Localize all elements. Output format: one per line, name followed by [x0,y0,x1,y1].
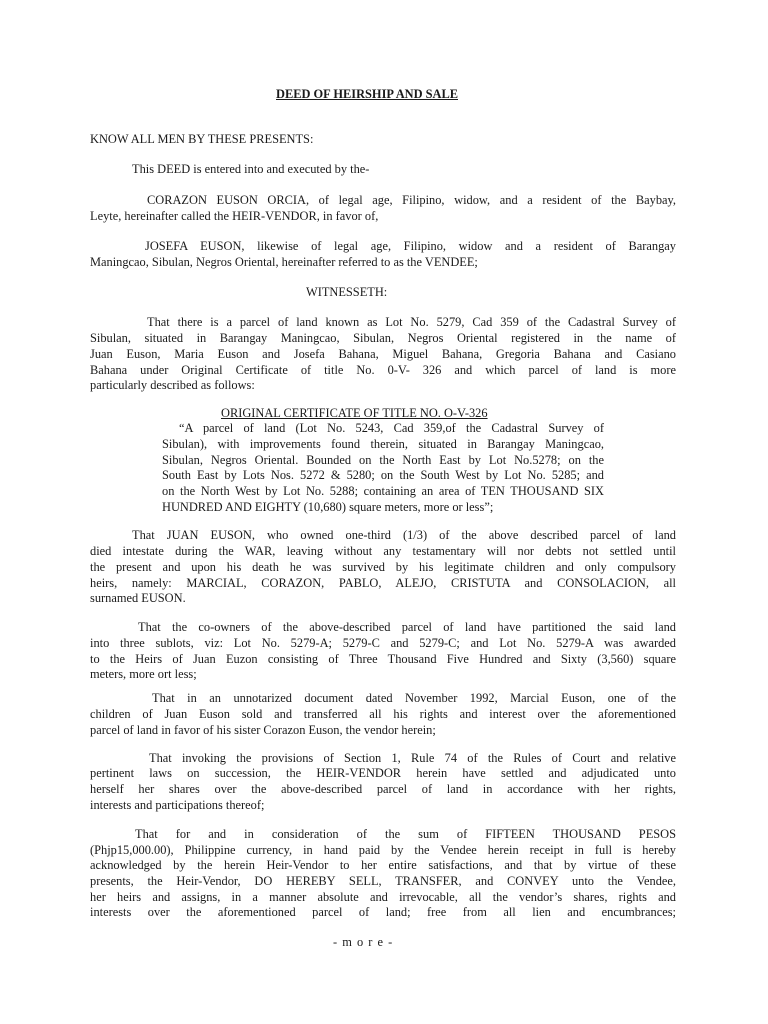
para2-line-2: died intestate during the WAR, leaving without any testamentary will nor debts not settled until [90,544,676,558]
quote-line-1: “A parcel of land (Lot No. 5243, Cad 359,of the Cadastral Survey of [179,421,604,435]
quote-line-4: South East by Lots Nos. 5272 & 5280; on the South West by Lot No. 5285; and [162,468,604,482]
para6-line-5: her heirs and assigns, in a manner absolute and irrevocable, all the vendor’s shares, rights and [90,890,676,904]
para5-line-4: interests and participations thereof; [90,798,265,812]
witnesseth-heading: WITNESSETH: [306,285,388,299]
para1-line-3: Juan Euson, Maria Euson and Josefa Bahana, Miguel Bahana, Gregoria Bahana and Casiano [90,347,676,361]
para1-line-5: particularly described as follows: [90,378,255,392]
opening-line: KNOW ALL MEN BY THESE PRESENTS: [90,132,314,146]
intro-line: This DEED is entered into and executed by the- [132,162,370,176]
party1-line-2: Leyte, hereinafter called the HEIR-VENDOR, in favor of, [90,209,379,223]
para1-line-1: That there is a parcel of land known as Lot No. 5279, Cad 359 of the Cadastral Survey of [147,315,676,329]
para6-line-3: acknowledged by the herein Heir-Vendor to her entire satisfactions, and that by virtue of these [90,858,676,872]
para6-line-6: interests over the aforementioned parcel of land; free from all lien and encumbrances; [90,905,676,919]
para5-line-3: herself her shares over the above-described parcel of land in accordance with her rights, [90,782,676,796]
para3-line-3: to the Heirs of Juan Euzon consisting of Three Thousand Five Hundred and Sixty (3,560) square [90,652,676,666]
document-title: DEED OF HEIRSHIP AND SALE [276,87,458,101]
para3-line-2: into three sublots, viz: Lot No. 5279-A; 5279-C and 5279-C; and Lot No. 5279-A was awarded [90,636,676,650]
quote-line-2: Sibulan), with improvements found therein, situated in Barangay Maningcao, [162,437,604,451]
para4-line-2: children of Juan Euson sold and transferred all his rights and interest over the aforementioned [90,707,676,721]
party2-line-1: JOSEFA EUSON, likewise of legal age, Filipino, widow and a resident of Barangay [145,239,676,253]
para6-line-4: presents, the Heir-Vendor, DO HEREBY SELL, TRANSFER, and CONVEY unto the Vendee, [90,874,676,888]
party2-line-2: Maningcao, Sibulan, Negros Oriental, hereinafter referred to as the VENDEE; [90,255,478,269]
party1-line-1: CORAZON EUSON ORCIA, of legal age, Filipino, widow, and a resident of the Baybay, [147,193,676,207]
para1-line-4: Bahana under Original Certificate of title No. 0-V- 326 and which parcel of land is more [90,363,676,377]
quote-line-6: HUNDRED AND EIGHTY (10,680) square meters, more or less”; [162,500,494,514]
para2-line-4: heirs, namely: MARCIAL, CORAZON, PABLO, ALEJO, CRISTUTA and CONSOLACION, all [90,576,676,590]
para2-line-5: surnamed EUSON. [90,591,186,605]
para4-line-1: That in an unnotarized document dated November 1992, Marcial Euson, one of the [152,691,676,705]
quote-line-3: Sibulan, Negros Oriental. Bounded on the North East by Lot No.5278; on the [162,453,604,467]
para3-line-4: meters, more ort less; [90,667,197,681]
para6-line-1: That for and in consideration of the sum of FIFTEEN THOUSAND PESOS [135,827,676,841]
oct-heading: ORIGINAL CERTIFICATE OF TITLE NO. O-V-326 [221,406,488,420]
page-footer-more: - m o r e - [333,935,394,949]
para3-line-1: That the co-owners of the above-described parcel of land have partitioned the said land [138,620,676,634]
para2-line-3: the present and upon his death he was survived by his legitimate children and only compulsory [90,560,676,574]
para4-line-3: parcel of land in favor of his sister Corazon Euson, the vendor herein; [90,723,436,737]
para2-line-1: That JUAN EUSON, who owned one-third (1/3) of the above described parcel of land [132,528,676,542]
quote-line-5: on the North West by Lot No. 5288; containing an area of TEN THOUSAND SIX [162,484,604,498]
para5-line-1: That invoking the provisions of Section 1, Rule 74 of the Rules of Court and relative [149,751,676,765]
para5-line-2: pertinent laws on succession, the HEIR-VENDOR herein have settled and adjudicated unto [90,766,676,780]
para1-line-2: Sibulan, situated in Barangay Maningcao, Sibulan, Negros Oriental registered in the name of [90,331,676,345]
para6-line-2: (Phjp15,000.00), Philippine currency, in hand paid by the Vendee herein receipt in full is hereby [90,843,676,857]
